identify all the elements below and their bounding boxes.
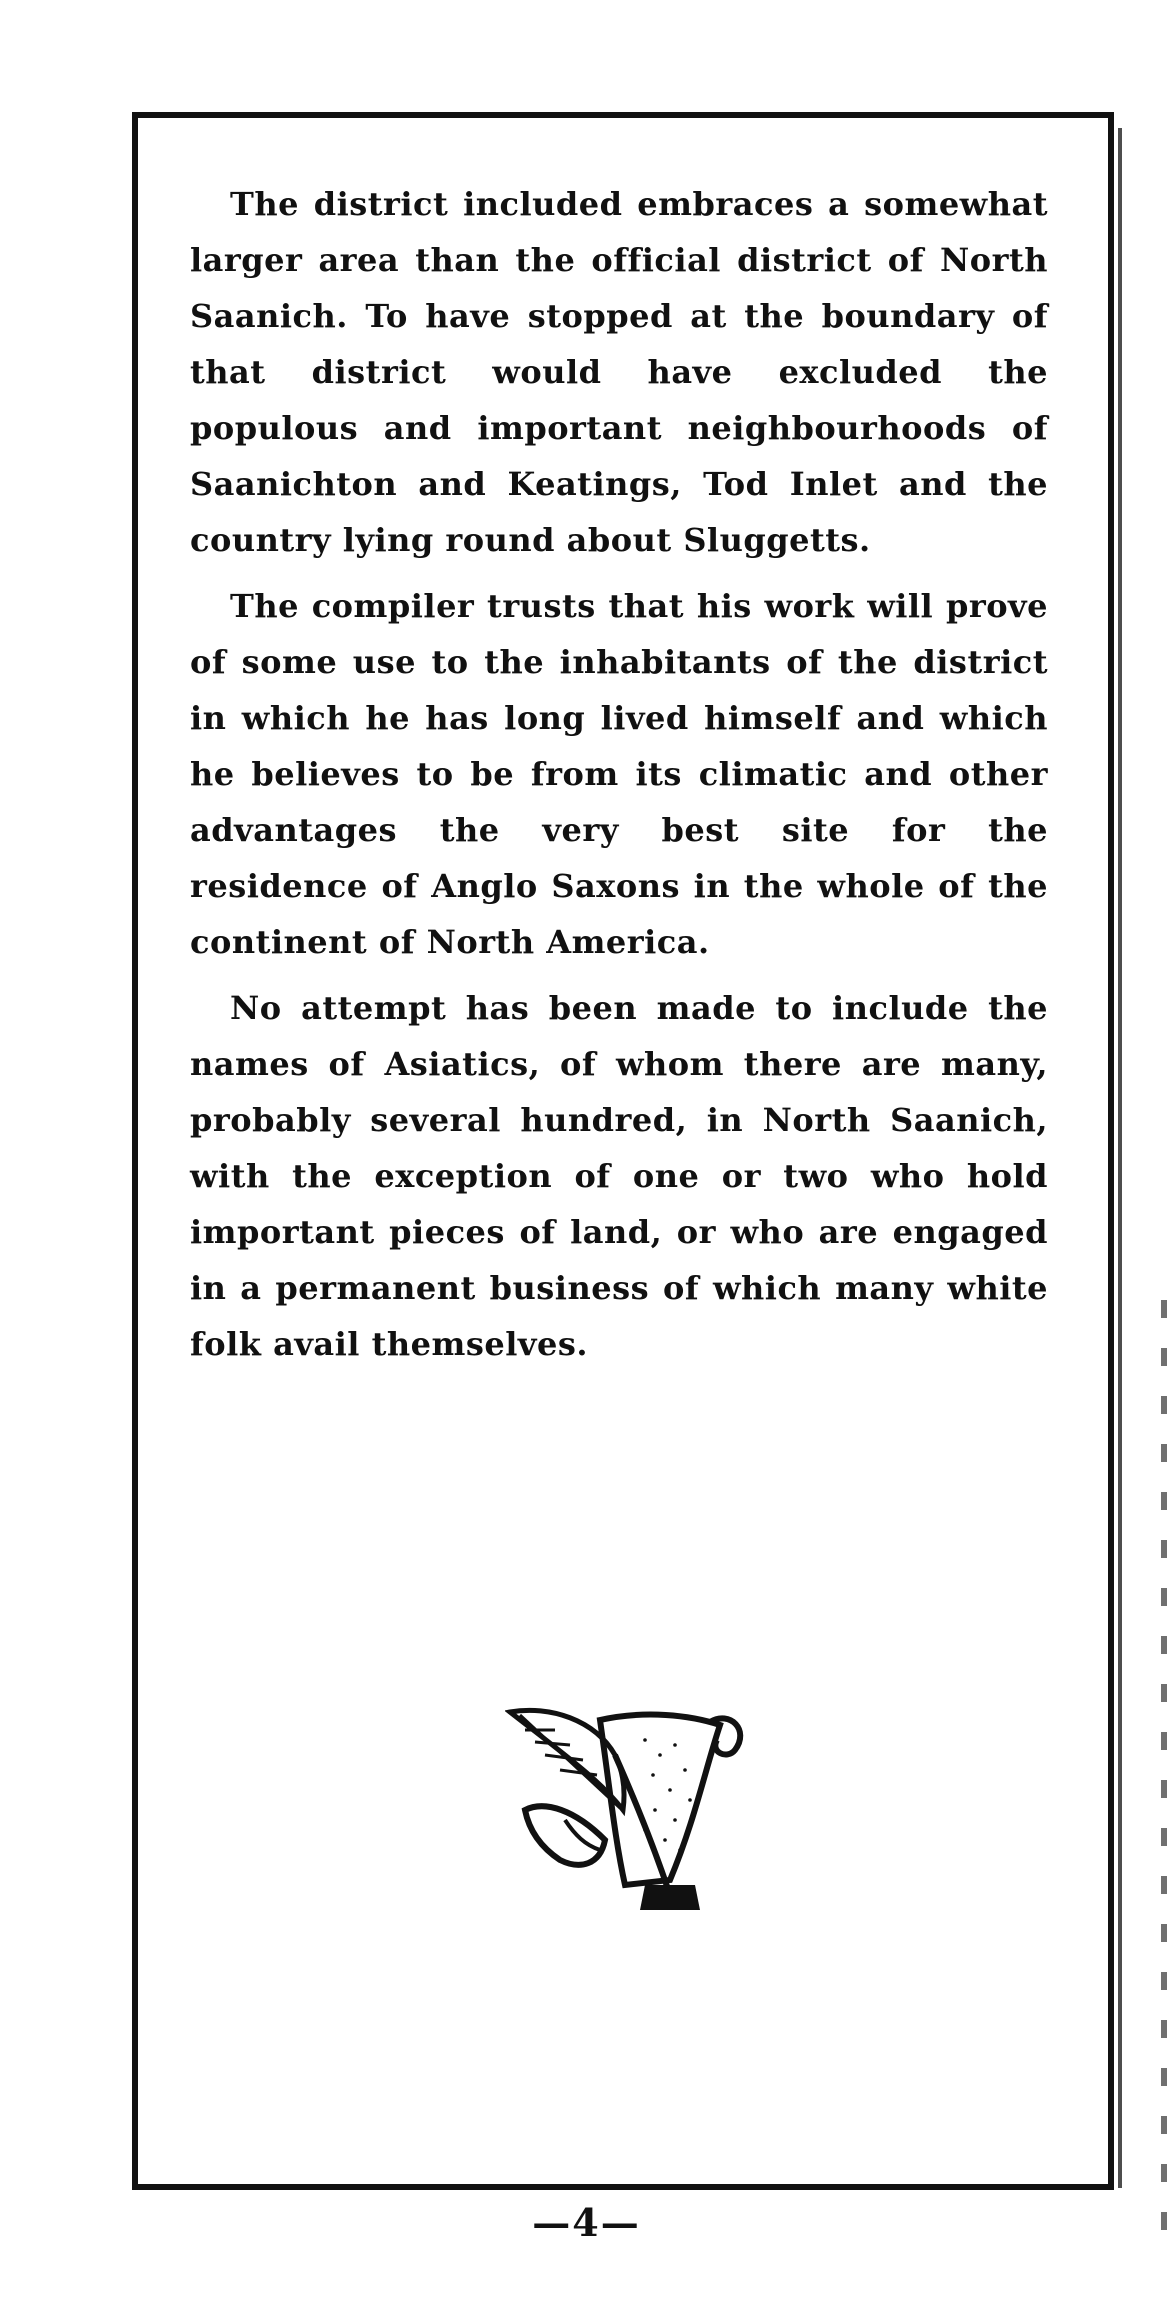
paragraph-compiler: The compiler trusts that his work will prove of some use to the inhabitants of the district in which he has long lived himself and which he believes to be from its climatic and other advantages the very best site for the residence of Anglo Saxons in the whole of the continent of North America. bbox=[190, 587, 1048, 961]
paragraph-asiatics: No attempt has been made to include the names of Asiatics, of whom there are many, probably several hundred, in North Saanich, with the exception of one or two who hold important pieces of land, or who are engaged in a permanent business of which many white folk avail themselves. bbox=[190, 989, 1048, 1363]
page-number: —4— bbox=[532, 2200, 641, 2245]
quill-and-scroll-icon bbox=[505, 1700, 745, 1915]
body-text bbox=[190, 176, 1048, 1382]
paragraph-district: The district included embraces a somewhat larger area than the official district of North Saanich. To have stopped at the boundary of that district would have excluded the populous and important neighbourhoods of Saanichton and Keatings, Tod Inlet and the country lying round about Sluggetts. bbox=[190, 185, 1048, 559]
page-edge-marks bbox=[1161, 1300, 1167, 2250]
